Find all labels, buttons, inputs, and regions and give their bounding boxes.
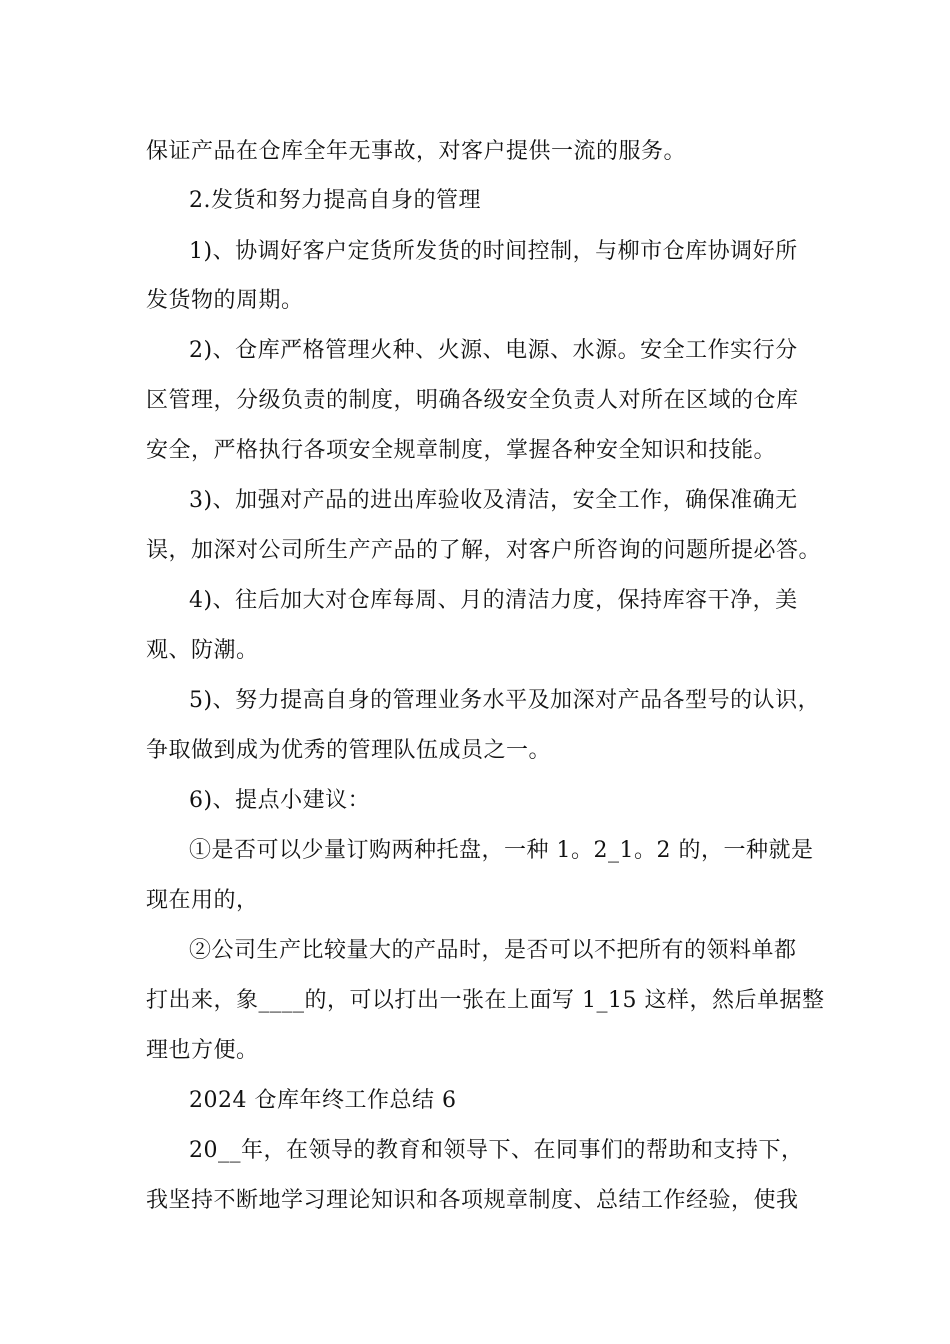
paragraph-line: 4)、往后加大对仓库每周、月的清洁力度，保持库容干净，美 [189, 588, 798, 613]
paragraph-line: 安全，严格执行各项安全规章制度，掌握各种安全知识和技能。 [146, 438, 777, 463]
paragraph-line: ①是否可以少量订购两种托盘，一种 1。2_1。2 的，一种就是 [189, 838, 814, 863]
paragraph-line: 现在用的， [146, 888, 259, 913]
paragraph-line: 6)、提点小建议： [189, 788, 371, 813]
paragraph-line: 误，加深对公司所生产产品的了解，对客户所咨询的问题所提必答。 [146, 538, 822, 563]
paragraph-line: 3)、加强对产品的进出库验收及清洁，安全工作，确保准确无 [189, 488, 798, 513]
paragraph-line: 发货物的周期。 [146, 288, 304, 313]
paragraph-line: 理也方便。 [146, 1038, 259, 1063]
paragraph-line: 20__年，在领导的教育和领导下、在同事们的帮助和支持下， [189, 1138, 804, 1163]
section-heading: 2.发货和努力提高自身的管理 [189, 188, 481, 213]
paragraph-line: 我坚持不断地学习理论知识和各项规章制度、总结工作经验，使我 [146, 1188, 799, 1213]
paragraph-line: 2)、仓库严格管理火种、火源、电源、水源。安全工作实行分 [189, 338, 798, 363]
paragraph-line: 争取做到成为优秀的管理队伍成员之一。 [146, 738, 552, 763]
section-heading: 2024 仓库年终工作总结 6 [189, 1088, 457, 1113]
paragraph-line: 打出来，象____的，可以打出一张在上面写 1_15 这样，然后单据整 [146, 988, 825, 1013]
paragraph-line: 5)、努力提高自身的管理业务水平及加深对产品各型号的认识， [189, 688, 821, 713]
paragraph-line: 保证产品在仓库全年无事故，对客户提供一流的服务。 [146, 139, 687, 164]
paragraph-line: ②公司生产比较量大的产品时，是否可以不把所有的领料单都 [189, 938, 797, 963]
paragraph-line: 观、防潮。 [146, 638, 259, 663]
paragraph-line: 区管理，分级负责的制度，明确各级安全负责人对所在区域的仓库 [146, 388, 799, 413]
paragraph-line: 1)、协调好客户定货所发货的时间控制，与柳市仓库协调好所 [189, 239, 798, 264]
